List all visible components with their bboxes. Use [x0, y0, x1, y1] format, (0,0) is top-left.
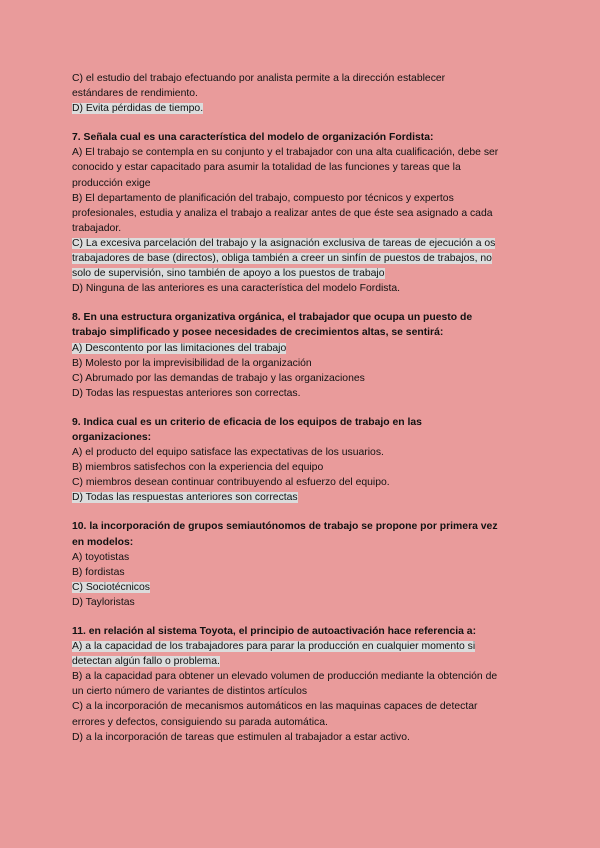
option-b: [72, 565, 532, 580]
document-content: [72, 71, 532, 745]
option-line: C) Abrumado por las demandas de trabajo y las organizaciones: [72, 372, 365, 384]
option-line: D) a la incorporación de tareas que estimulen al trabajador a estar activo.: [72, 731, 410, 743]
option-line: B) miembros satisfechos con la experiencia del equipo: [72, 462, 324, 474]
question-title: organizaciones:: [72, 431, 152, 443]
question-title: 8. En una estructura organizativa orgánica, el trabajador que ocupa un puesto de: [72, 312, 473, 324]
question-title: trabajo simplificado y posee necesidades de crecimientos altas, se sentirá:: [72, 327, 444, 339]
question-title: en modelos:: [72, 536, 134, 548]
highlighted-answer: C) Sociotécnicos: [72, 581, 150, 593]
option-line: conocido y estar capacitado para asumir la totalidad de las funciones y tareas que la: [72, 162, 461, 174]
option-line: C) el estudio del trabajo efectuando por analista permite a la dirección establecer: [72, 73, 446, 84]
previous-question-tail: [72, 71, 532, 116]
option-d: [72, 730, 532, 745]
option-c: [72, 475, 532, 490]
highlighted-answer: D) Evita pérdidas de tiempo.: [72, 103, 204, 115]
option-d: [72, 281, 532, 296]
highlighted-answer: D) Todas las respuestas anteriores son correctas: [72, 492, 298, 504]
option-b: [72, 669, 532, 699]
option-a: [72, 639, 532, 669]
option-b: [72, 356, 532, 371]
option-line: D) Tayloristas: [72, 596, 135, 608]
question-title: 10. la incorporación de grupos semiautónomos de trabajo se propone por primera vez: [72, 521, 498, 533]
option-c: [72, 580, 532, 595]
option-d: [72, 386, 532, 401]
option-line: C) miembros desean continuar contribuyendo al esfuerzo del equipo.: [72, 477, 390, 489]
highlighted-answer: A) Descontento por las limitaciones del trabajo: [72, 342, 287, 354]
question-title: 9. Indica cual es un criterio de eficacia de los equipos de trabajo en las: [72, 416, 422, 428]
option-line: B) a la capacidad para obtener un elevado volumen de producción mediante la obtención de: [72, 671, 498, 683]
option-line: B) El departamento de planificación del trabajo, compuesto por técnicos y expertos: [72, 192, 454, 204]
option-line: trabajador.: [72, 222, 122, 234]
option-a: [72, 550, 532, 565]
option-line: C) a la incorporación de mecanismos automáticos en las maquinas capaces de detectar: [72, 701, 478, 713]
question-7: [72, 130, 532, 296]
option-line: [72, 101, 532, 116]
question-title: 11. en relación al sistema Toyota, el principio de autoactivación hace referencia a:: [72, 626, 477, 637]
option-line: A) toyotistas: [72, 551, 130, 563]
option-line: B) fordistas: [72, 566, 125, 578]
option-c: [72, 236, 532, 281]
option-c: [72, 371, 532, 386]
option-b: [72, 460, 532, 475]
question-title: 7. Señala cual es una característica del modelo de organización Fordista:: [72, 132, 434, 144]
question-11: [72, 624, 532, 745]
highlighted-answer: C) La excesiva parcelación del trabajo y la asignación exclusiva de tareas de ejecución a os: [72, 237, 496, 249]
option-b: [72, 191, 532, 236]
option-line: profesionales, estudia y analiza el trabajo a realizar antes de que éste sea asignado a cada: [72, 207, 493, 219]
option-a: [72, 341, 532, 356]
option-d: [72, 490, 532, 505]
highlighted-answer: solo de supervisión, sino también de apoyo a los puestos de trabajo: [72, 268, 385, 280]
option-a: [72, 445, 532, 460]
highlighted-answer: trabajadores de base (directos), obliga también a creer un sinfín de puestos de trabajos, no: [72, 253, 492, 265]
option-line: errores y defectos, consiguiendo su parada automática.: [72, 716, 328, 728]
option-line: D) Todas las respuestas anteriores son correctas.: [72, 387, 301, 399]
option-line: A) El trabajo se contempla en su conjunto y el trabajador con una alta cualificación, debe ser: [72, 147, 499, 159]
option-c: [72, 699, 532, 729]
question-8: [72, 310, 532, 401]
highlighted-answer: detectan algún fallo o problema.: [72, 656, 220, 668]
option-line: producción exige: [72, 177, 151, 189]
option-line: D) Ninguna de las anteriores es una característica del modelo Fordista.: [72, 283, 401, 295]
question-10: [72, 519, 532, 610]
question-9: [72, 415, 532, 506]
option-a: [72, 145, 532, 190]
option-d: [72, 595, 532, 610]
option-line: estándares de rendimiento.: [72, 88, 198, 100]
option-line: B) Molesto por la imprevisibilidad de la organización: [72, 357, 312, 369]
option-line: un cierto número de variantes de distintos artículos: [72, 686, 308, 698]
option-line: A) el producto del equipo satisface las expectativas de los usuarios.: [72, 447, 384, 459]
highlighted-answer: A) a la capacidad de los trabajadores para parar la producción en cualquier momento si: [72, 641, 476, 653]
